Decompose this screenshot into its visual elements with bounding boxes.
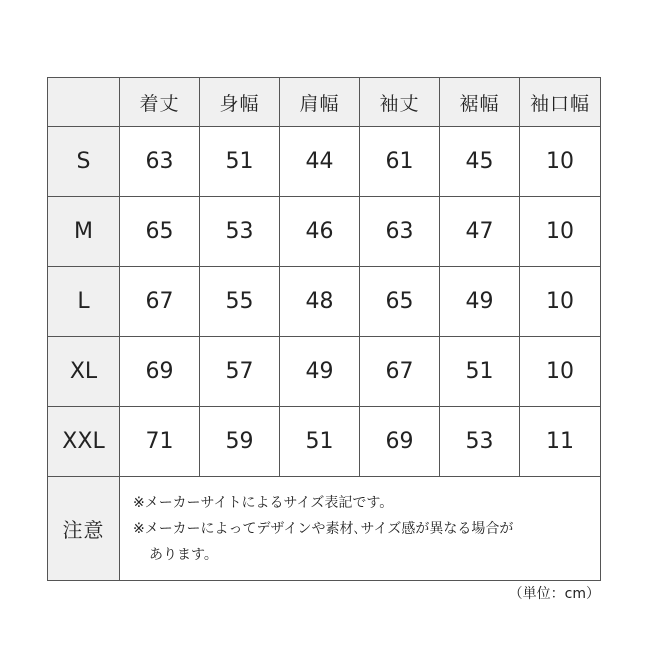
table-cell: 67: [120, 267, 200, 337]
table-cell: 71: [120, 407, 200, 477]
table-cell: 10: [520, 337, 601, 407]
table-cell: 55: [200, 267, 280, 337]
table-cell: 47: [440, 197, 520, 267]
header-corner: [48, 78, 120, 127]
table-cell: 53: [440, 407, 520, 477]
table-cell: 44: [280, 127, 360, 197]
note-label: 注意: [48, 477, 120, 581]
table-cell: 63: [120, 127, 200, 197]
table-cell: 63: [360, 197, 440, 267]
size-chart-table: [47, 77, 601, 581]
header-sleeve-length: 袖丈: [360, 78, 440, 127]
table-cell: 65: [120, 197, 200, 267]
table-cell: 46: [280, 197, 360, 267]
table-row: [48, 267, 601, 337]
note-line: ※メーカーによってデザインや素材､サイズ感が異なる場合が: [133, 520, 514, 537]
header-shoulder-width: 肩幅: [280, 78, 360, 127]
table-cell: 61: [360, 127, 440, 197]
table-row: [48, 197, 601, 267]
note-text: [120, 477, 601, 581]
table-cell: 69: [120, 337, 200, 407]
table-cell: 69: [360, 407, 440, 477]
table-cell: 11: [520, 407, 601, 477]
table-row: [48, 407, 601, 477]
size-label: M: [48, 197, 120, 267]
table-row: [48, 127, 601, 197]
note-line: あります。: [149, 546, 218, 563]
table-cell: 49: [280, 337, 360, 407]
table-cell: 49: [440, 267, 520, 337]
header-length: 着丈: [120, 78, 200, 127]
table-cell: 10: [520, 267, 601, 337]
header-body-width: 身幅: [200, 78, 280, 127]
table-cell: 51: [280, 407, 360, 477]
size-label: L: [48, 267, 120, 337]
table-cell: 51: [440, 337, 520, 407]
size-label: S: [48, 127, 120, 197]
size-label: XL: [48, 337, 120, 407]
unit-note: （単位：cm）: [508, 586, 600, 602]
table-cell: 53: [200, 197, 280, 267]
table-cell: 57: [200, 337, 280, 407]
table-cell: 48: [280, 267, 360, 337]
table-cell: 10: [520, 127, 601, 197]
header-row: [48, 78, 601, 127]
table-cell: 59: [200, 407, 280, 477]
table-cell: 51: [200, 127, 280, 197]
header-cuff-width: 袖口幅: [520, 78, 601, 127]
table-cell: 67: [360, 337, 440, 407]
table-cell: 65: [360, 267, 440, 337]
header-hem-width: 裾幅: [440, 78, 520, 127]
size-label: XXL: [48, 407, 120, 477]
note-row: [48, 477, 601, 581]
table-cell: 45: [440, 127, 520, 197]
note-line: ※メーカーサイトによるサイズ表記です。: [133, 494, 394, 511]
table-row: [48, 337, 601, 407]
table-cell: 10: [520, 197, 601, 267]
